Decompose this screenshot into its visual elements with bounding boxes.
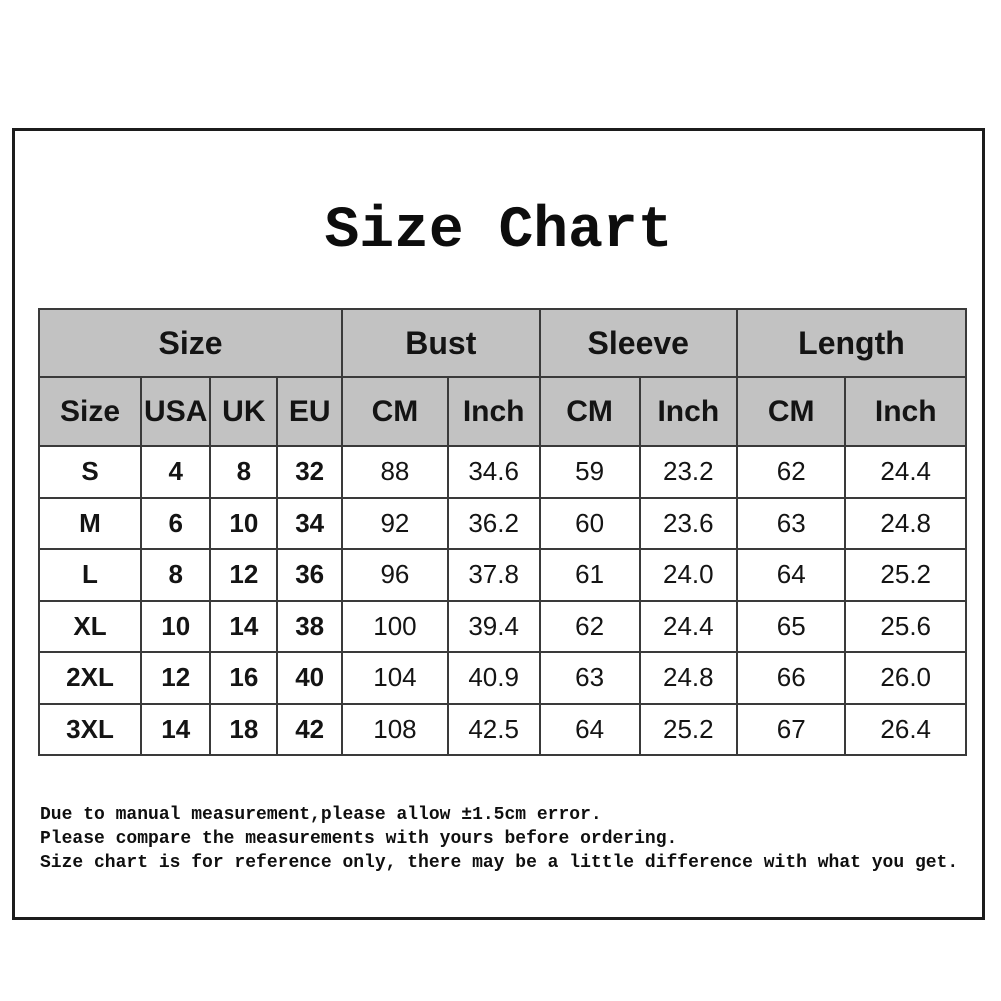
group-header-size: Size <box>39 309 342 377</box>
table-cell: 24.4 <box>640 601 737 653</box>
table-cell: 34 <box>277 498 342 550</box>
table-cell: 8 <box>210 446 277 498</box>
table-cell: 60 <box>540 498 640 550</box>
table-cell: 34.6 <box>448 446 540 498</box>
table-cell: 39.4 <box>448 601 540 653</box>
table-cell: 24.8 <box>845 498 966 550</box>
table-cell: 25.6 <box>845 601 966 653</box>
table-cell: 4 <box>141 446 211 498</box>
table-cell: 18 <box>210 704 277 756</box>
column-header-cm-6: CM <box>540 377 640 446</box>
group-header-length: Length <box>737 309 966 377</box>
table-cell: 62 <box>737 446 845 498</box>
table-cell: 42 <box>277 704 342 756</box>
note-line: Please compare the measurements with yours before ordering. <box>40 829 678 849</box>
table-head <box>39 309 966 446</box>
table-cell: 14 <box>210 601 277 653</box>
column-header-eu-3: EU <box>277 377 342 446</box>
note-line: Size chart is for reference only, there may be a little difference with what you get. <box>40 853 959 873</box>
table-cell: 64 <box>540 704 640 756</box>
table-cell: 26.4 <box>845 704 966 756</box>
table-cell: 10 <box>141 601 211 653</box>
table-cell: 2XL <box>39 652 141 704</box>
column-header-cm-8: CM <box>737 377 845 446</box>
table-cell: 65 <box>737 601 845 653</box>
table-cell: 38 <box>277 601 342 653</box>
table-cell: 25.2 <box>845 549 966 601</box>
content-frame <box>12 128 985 920</box>
table-cell: 3XL <box>39 704 141 756</box>
table-cell: XL <box>39 601 141 653</box>
table-cell: L <box>39 549 141 601</box>
table-cell: 14 <box>141 704 211 756</box>
table-cell: 25.2 <box>640 704 737 756</box>
table-cell: M <box>39 498 141 550</box>
table-cell: 92 <box>342 498 448 550</box>
table-row-l <box>39 549 966 601</box>
column-header-inch-5: Inch <box>448 377 540 446</box>
table-cell: 42.5 <box>448 704 540 756</box>
table-cell: 8 <box>141 549 211 601</box>
table-cell: 6 <box>141 498 211 550</box>
table-cell: 40.9 <box>448 652 540 704</box>
table-cell: 24.8 <box>640 652 737 704</box>
table-row-2xl <box>39 652 966 704</box>
table-cell: 24.0 <box>640 549 737 601</box>
table-cell: 24.4 <box>845 446 966 498</box>
table-cell: 64 <box>737 549 845 601</box>
group-header-bust: Bust <box>342 309 539 377</box>
table-cell: 100 <box>342 601 448 653</box>
size-table <box>38 308 967 756</box>
group-header-sleeve: Sleeve <box>540 309 737 377</box>
table-cell: 61 <box>540 549 640 601</box>
table-row-m <box>39 498 966 550</box>
table-cell: 108 <box>342 704 448 756</box>
table-cell: 67 <box>737 704 845 756</box>
table-cell: S <box>39 446 141 498</box>
table-row-3xl <box>39 704 966 756</box>
table-body <box>39 446 966 755</box>
table-cell: 36.2 <box>448 498 540 550</box>
table-cell: 62 <box>540 601 640 653</box>
table-cell: 66 <box>737 652 845 704</box>
table-cell: 63 <box>737 498 845 550</box>
table-cell: 37.8 <box>448 549 540 601</box>
table-cell: 88 <box>342 446 448 498</box>
table-cell: 26.0 <box>845 652 966 704</box>
column-header-usa-1: USA <box>141 377 211 446</box>
column-header-uk-2: UK <box>210 377 277 446</box>
column-header-size-0: Size <box>39 377 141 446</box>
table-cell: 63 <box>540 652 640 704</box>
table-cell: 59 <box>540 446 640 498</box>
table-cell: 96 <box>342 549 448 601</box>
table-cell: 10 <box>210 498 277 550</box>
table-cell: 23.6 <box>640 498 737 550</box>
table-row-s <box>39 446 966 498</box>
table-cell: 32 <box>277 446 342 498</box>
column-header-cm-4: CM <box>342 377 448 446</box>
note-line: Due to manual measurement,please allow ±1.5cm error. <box>40 805 602 825</box>
table-cell: 12 <box>141 652 211 704</box>
table-cell: 36 <box>277 549 342 601</box>
page-title: Size Chart <box>324 199 673 264</box>
table-row-xl <box>39 601 966 653</box>
column-header-inch-9: Inch <box>845 377 966 446</box>
table-cell: 104 <box>342 652 448 704</box>
table-cell: 16 <box>210 652 277 704</box>
column-header-inch-7: Inch <box>640 377 737 446</box>
table-cell: 40 <box>277 652 342 704</box>
table-cell: 23.2 <box>640 446 737 498</box>
table-cell: 12 <box>210 549 277 601</box>
measurement-notes <box>40 803 960 875</box>
